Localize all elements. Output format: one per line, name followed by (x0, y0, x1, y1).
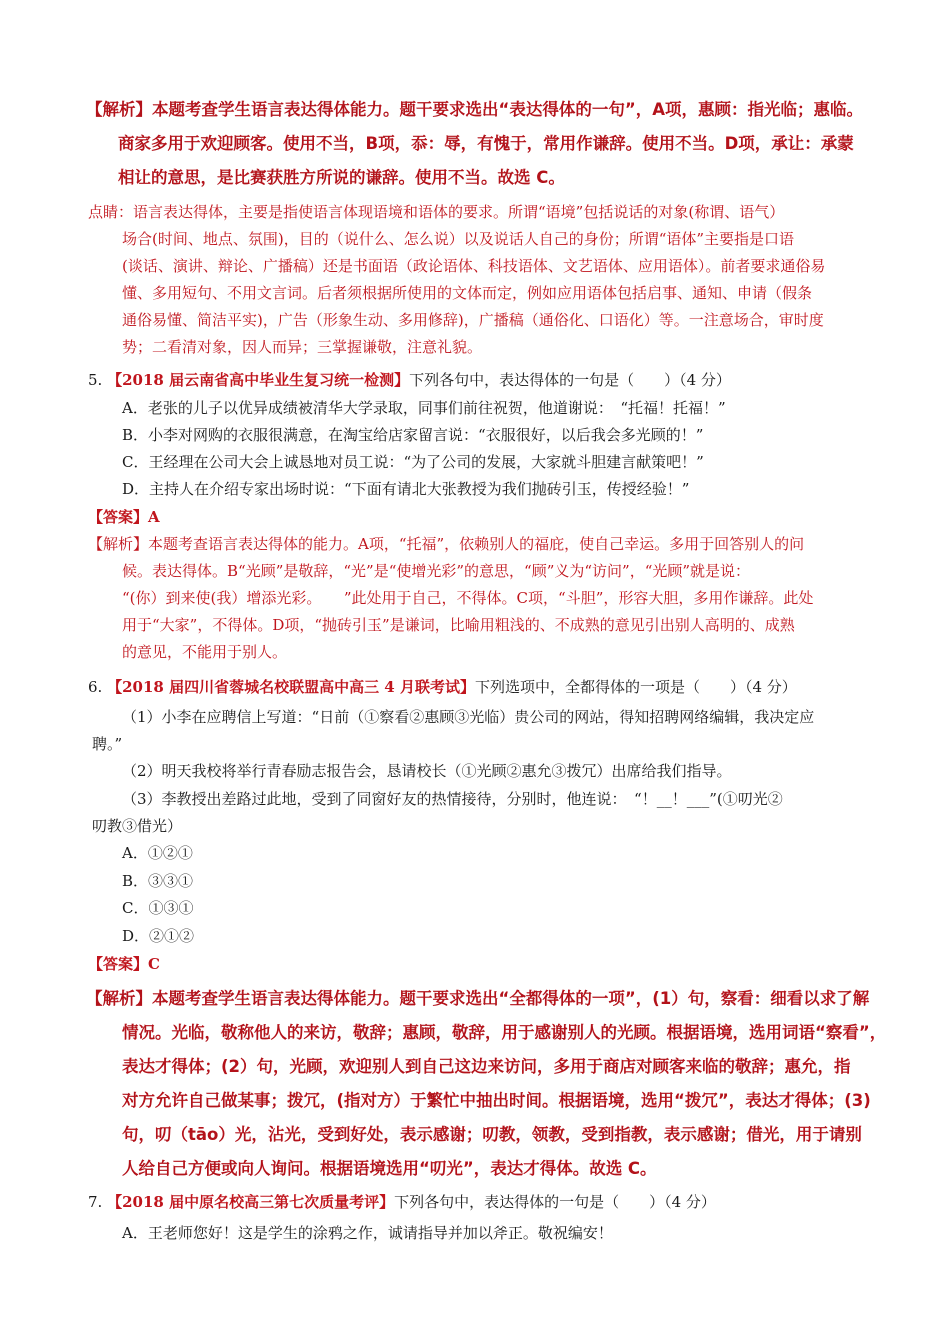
analysis-line: 用于“大家”，不得体。D项，“抛砖引玉”是谦词，比喻用粗浅的、不成熟的意见引出别人高明的、成熟 (122, 616, 795, 634)
analysis-line: 候。表达得体。B“光顾”是敬辞，“光”是“使增光彩”的意思，“顾”义为“访问”，“光顾”就是说： (122, 562, 751, 580)
analysis-line: 【解析】本题考查语言表达得体的能力。A项，“托福”，依赖别人的福庇，使自己幸运。多用于回答别人的问 (88, 535, 805, 553)
analysis-line: 对方允许自己做某事；拨冗，(指对方）于繁忙中抽出时间。根据语境，选用“拨冗”，表达才得体；(3) (122, 1091, 871, 1110)
analysis-line: 相让的意思，是比赛获胜方所说的谦辞。使用不当。故选 C。 (118, 168, 565, 187)
question-text: 下列选项中，全都得体的一项是（ ）（4 分） (474, 678, 797, 696)
sub-item: 叨教③借光） (92, 817, 183, 835)
question-source: 【2018 届中原名校高三第七次质量考评】 (107, 1193, 395, 1211)
note-line: 场合(时间、地点、氛围)，目的（说什么、怎么说）以及说话人自己的身份；所谓“语体”主要指是口语 (122, 230, 795, 248)
analysis-line: 【解析】本题考查学生语言表达得体能力。题干要求选出“全都得体的一项”，(1）句，察看：细看以求了解 (86, 989, 870, 1008)
question-source: 【2018 届云南省高中毕业生复习统一检测】 (107, 371, 410, 389)
analysis-line: 人给自己方便或向人询问。根据语境选用“叨光”，表达才得体。故选 C。 (122, 1159, 657, 1178)
option-a: A．①②① (122, 844, 193, 862)
option-a: A．老张的儿子以优异成绩被清华大学录取，同事们前往祝贺，他道谢说： “托福！托福！” (122, 399, 726, 417)
option-d: D．主持人在介绍专家出场时说：“下面有请北大张教授为我们抛砖引玉，传授经验！” (122, 480, 690, 498)
analysis-line: 句，叨（tāo）光，沾光，受到好处，表示感谢；叨教，领教，受到指教，表示感谢；借光，用于请别 (122, 1125, 862, 1144)
answer: 【答案】A (88, 508, 160, 526)
question-number: 7. (88, 1193, 103, 1211)
question-source: 【2018 届四川省蓉城名校联盟高中高三 4 月联考试】 (107, 678, 475, 696)
analysis-line: 的意见，不能用于别人。 (122, 643, 288, 661)
option-c: C．王经理在公司大会上诚恳地对员工说：“为了公司的发展，大家就斗胆建言献策吧！” (122, 453, 704, 471)
question-stem (88, 1191, 716, 1212)
option-b: B．小李对网购的衣服很满意，在淘宝给店家留言说：“衣服很好，以后我会多光顾的！” (122, 426, 704, 444)
note-line: 通俗易懂、简洁平实)，广告（形象生动、多用修辞)，广播稿（通俗化、口语化）等。一注意场合，审时度 (122, 311, 824, 329)
sub-item: （2）明天我校将举行青春励志报告会，恳请校长（①光顾②惠允③拨冗）出席给我们指导。 (122, 762, 732, 780)
sub-item: （1）小李在应聘信上写道：“日前（①察看②惠顾③光临）贵公司的网站，得知招聘网络编辑，我决定应 (122, 708, 815, 726)
question-stem (88, 369, 731, 390)
note-line: 势；二看清对象，因人而异；三掌握谦敬，注意礼貌。 (122, 338, 483, 356)
question-text: 下列各句中，表达得体的一句是（ ）（4 分） (409, 371, 731, 389)
option-d: D．②①② (122, 927, 195, 945)
analysis-line: 表达才得体；(2）句，光顾，欢迎别人到自己这边来访问，多用于商店对顾客来临的敬辞；惠允，指 (122, 1057, 851, 1076)
question-stem (88, 676, 797, 697)
note-line: 点睛：语言表达得体，主要是指使语言体现语境和语体的要求。所谓“语境”包括说话的对象(称谓、语气） (88, 203, 785, 221)
analysis-line: “(你）到来使(我）增添光彩。 ”此处用于自己，不得体。C项，“斗胆”，形容大胆，多用作谦辞。此处 (122, 589, 814, 607)
option-b: B．③③① (122, 872, 194, 890)
sub-item: 聘。” (92, 735, 123, 753)
answer: 【答案】C (88, 955, 160, 973)
option-c: C．①③① (122, 899, 194, 917)
analysis-line: 情况。光临，敬称他人的来访，敬辞；惠顾，敬辞，用于感谢别人的光顾。根据语境，选用词语“察看”， (122, 1023, 887, 1042)
sub-item: （3）李教授出差路过此地，受到了同窗好友的热情接待，分别时，他连说： “！__！___”(①叨光② (122, 790, 783, 808)
question-number: 5. (88, 371, 103, 389)
analysis-line: 商家多用于欢迎顾客。使用不当，B项，忝：辱，有愧于，常用作谦辞。使用不当。D项，承让：承蒙 (118, 134, 854, 153)
analysis-line: 【解析】本题考查学生语言表达得体能力。题干要求选出“表达得体的一句”，A项，惠顾：指光临；惠临。 (86, 100, 863, 119)
note-line: (谈话、演讲、辩论、广播稿）还是书面语（政论语体、科技语体、文艺语体、应用语体）。前者要求通俗易 (122, 257, 826, 275)
question-number: 6. (88, 678, 103, 696)
question-text: 下列各句中，表达得体的一句是（ ）（4 分） (394, 1193, 716, 1211)
option-a: A．王老师您好！这是学生的涂鸦之作，诚请指导并加以斧正。敬祝编安！ (122, 1224, 613, 1242)
note-line: 懂、多用短句、不用文言词。后者须根据所使用的文体而定，例如应用语体包括启事、通知、申请（假条 (122, 284, 813, 302)
